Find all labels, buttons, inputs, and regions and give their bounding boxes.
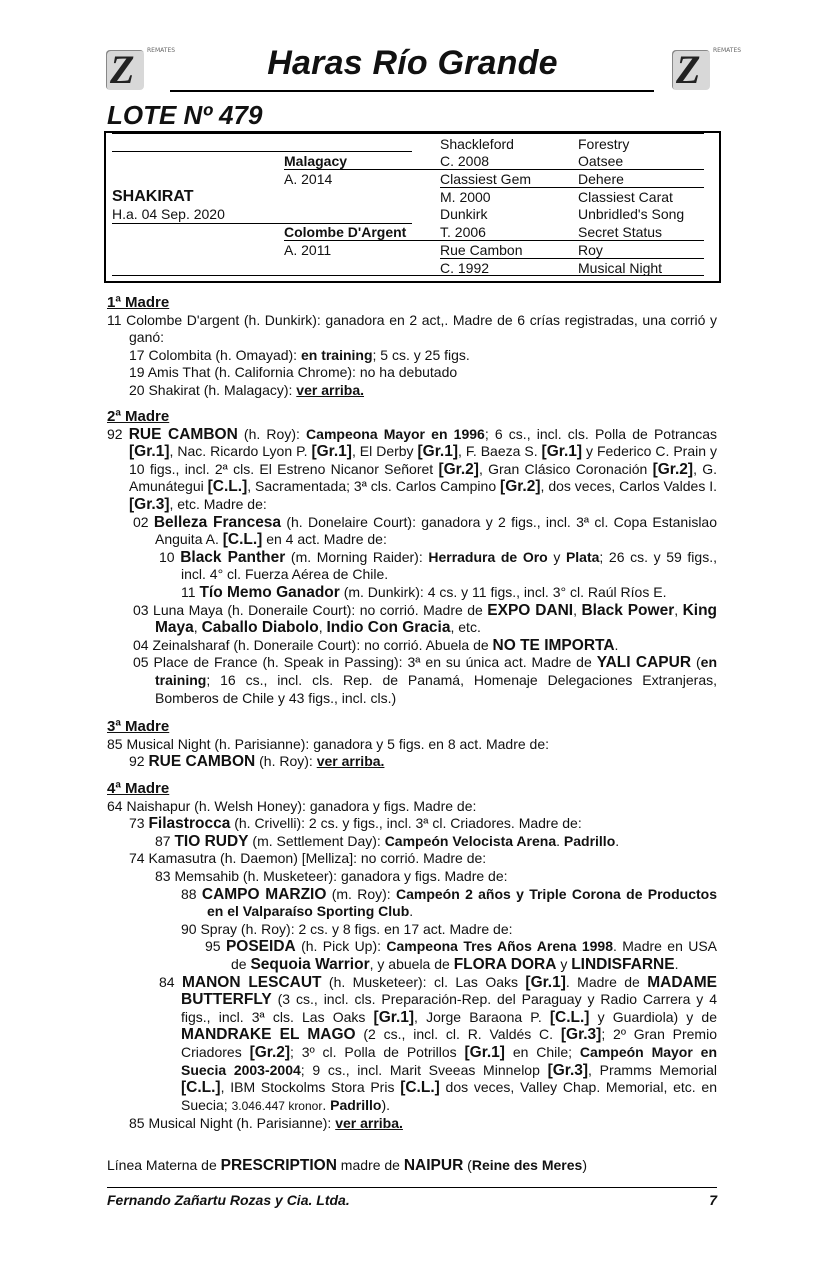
section-second-dam [107,404,717,707]
pedigree-dam-info: A. 2011 [284,242,332,258]
pedigree-g2-cell: T. 2006 [440,224,486,240]
section-heading: 1ª Madre [107,294,170,311]
logo-side-text: REMATES [147,47,176,54]
footer-rule [107,1187,717,1188]
offspring-paragraph: 10 Black Panther (m. Morning Raider): Herradura de Oro y Plata; 26 cs. y 59 figs., incl. 4° cl. Fuerza Aérea de Chile. [159,548,717,583]
dam-paragraph: 64 Naishapur (h. Welsh Honey): ganadora y figs. Madre de: [107,797,477,814]
section-heading: 3ª Madre [107,718,170,735]
section-heading: 2ª Madre [107,408,170,425]
section-third-dam [107,714,717,771]
dam-paragraph: 11 Colombe D'argent (h. Dunkirk): ganadora en 2 act,. Madre de 6 crías registradas, una corrió y ganó: [107,311,717,346]
pedigree-g3-cell: Roy [578,242,603,258]
pedigree-line [112,151,412,152]
offspring-line: 83 Memsahib (h. Musketeer): ganadora y figs. Madre de: [155,867,508,884]
logo-side-text: REMATES [713,47,742,54]
section-fourth-dam [107,776,717,1133]
page-number: 7 [709,1192,717,1208]
pedigree-line [112,133,704,134]
offspring-line: 74 Kamasutra (h. Daemon) [Melliza]: no corrió. Madre de: [129,850,487,867]
pedigree-horse: SHAKIRAT [112,188,194,205]
pedigree-g3-cell: Oatsee [578,153,624,169]
title-rule [170,90,654,92]
pedigree-table [104,131,721,283]
offspring-paragraph: 88 CAMPO MARZIO (m. Roy): Campeón 2 años y Triple Corona de Productos en el Valparaíso Sporting Club. [181,885,717,920]
pedigree-g2-cell: M. 2000 [440,189,491,205]
offspring-line: 92 RUE CAMBON (h. Roy): ver arriba. [129,753,385,771]
offspring-paragraph: 11 Tío Memo Ganador (m. Dunkirk): 4 cs. y 11 figs., incl. 3° cl. Raúl Ríos E. [181,583,667,601]
pedigree-g3-cell: Musical Night [578,260,663,276]
pedigree-g3-cell: Forestry [578,136,630,152]
pedigree-sire: Malagacy [284,153,348,169]
lot-number: LOTE Nº 479 [107,100,263,130]
offspring-line: 20 Shakirat (h. Malagacy): ver arriba. [129,381,365,398]
offspring-paragraph: 05 Place de France (h. Speak in Passing): 3ª en su única act. Madre de YALI CAPUR (en training; 16 cs., incl. cls. Rep. de Panamá, Homenaje Delegaciones Extranjeras, Bomberos de Chile y 43 figs., incl. cls.) [133,654,717,706]
pedigree-sire-info: A. 2014 [284,171,333,187]
pedigree-g2-cell: C. 1992 [440,260,490,276]
pedigree-g2-cell: Rue Cambon [440,242,523,258]
pedigree-horse-info: H.a. 04 Sep. 2020 [112,206,225,222]
pedigree-g2-cell: Shackleford [440,136,514,152]
offspring-line: 87 TIO RUDY (m. Settlement Day): Campeón Velocista Arena. Padrillo. [155,832,620,850]
logo-letter: Z [676,47,701,92]
dam-paragraph: 85 Musical Night (h. Parisianne): ganadora y 5 figs. en 8 act. Madre de: [107,735,550,752]
footer-company: Fernando Zañartu Rozas y Cia. Ltda. [107,1192,350,1208]
pedigree-g2-cell: Classiest Gem [440,171,532,187]
offspring-line: 73 Filastrocca (h. Crivelli): 2 cs. y figs., incl. 3ª cl. Criadores. Madre de: [129,815,582,833]
remates-logo-right [672,46,742,94]
pedigree-dam: Colombe D'Argent [284,224,407,240]
pedigree-g2-cell: C. 2008 [440,153,490,169]
pedigree-g3-cell: Classiest Carat [578,189,673,205]
pedigree-g3-cell: Dehere [578,171,624,187]
pedigree-g3-cell: Unbridled's Song [578,206,685,222]
section-first-dam [107,290,717,400]
offspring-line: 90 Spray (h. Roy): 2 cs. y 8 figs. en 17 act. Madre de: [181,920,513,937]
offspring-paragraph: 95 POSEIDA (h. Pick Up): Campeona Tres Años Arena 1998. Madre en USA de Sequoia Warrior, y abuela de FLORA DORA y LINDISFARNE. [205,938,718,973]
offspring-line: 19 Amis That (h. California Chrome): no ha debutado [129,364,458,381]
offspring-paragraph: 04 Zeinalsharaf (h. Doneraile Court): no corrió. Abuela de NO TE IMPORTA. [133,636,619,654]
logo-letter: Z [110,47,135,92]
section-heading: 4ª Madre [107,780,170,797]
pedigree-g2-cell: Dunkirk [440,206,488,222]
offspring-line: 17 Colombita (h. Omayad): en training; 5 cs. y 25 figs. [129,346,470,363]
offspring-paragraph: 02 Belleza Francesa (h. Donelaire Court): ganadora y 2 figs., incl. 3ª cl. Copa Estanislao Anguita A. [C.L.] en 4 act. Madre de: [133,513,717,549]
offspring-line: 85 Musical Night (h. Parisianne): ver arriba. [129,1115,403,1132]
dam-paragraph: 92 RUE CAMBON (h. Roy): Campeona Mayor en 1996; 6 cs., incl. cls. Polla de Potrancas [Gr.1], Nac. Ricardo Lyon P. [Gr.1], El Derby [Gr.1], F. Baeza S. [Gr.1] y Federico C. Prain y 10 figs., incl. 2ª cls. El Estreno Nicanor Señoret [Gr.2], Gran Clásico Coronación [Gr.2], G. Amunátegui [C.L.], Sacramentada; 3ª cls. Carlos Campino [Gr.2], dos veces, Carlos Valdes I. [Gr.3], etc. Madre de: [107,425,718,513]
page-title: Haras Río Grande [267,44,558,82]
offspring-paragraph: 84 MANON LESCAUT (h. Musketeer): cl. Las Oaks [Gr.1]. Madre de MADAME BUTTERFLY (3 cs., incl. cls. Preparación-Rep. del Paraguay y Radio Carrera y 4 figs., incl. 3ª cls. Las Oaks [Gr.1], Jorge Baraona P. [C.L.] y Guardiola) y de MANDRAKE EL MAGO (2 cs., incl. cl. R. Valdés C. [Gr.3]; 2º Gran Premio Criadores [Gr.2]; 3º cl. Polla de Potrillos [Gr.1] en Chile; Campeón Mayor en Suecia 2003-2004; 9 cs., incl. Marit Sveeas Minnelop [Gr.3], Pramms Memorial [C.L.], IBM Stockolms Stora Pris [C.L.] dos veces, Valley Chap. Memorial, etc. en Suecia; 3.046.447 kronor. Padrillo). [159,973,717,1113]
offspring-paragraph: 03 Luna Maya (h. Doneraile Court): no corrió. Madre de EXPO DANI, Black Power, King Maya, Caballo Diabolo, Indio Con Gracia, etc. [133,601,718,637]
pedigree-g3-cell: Secret Status [578,224,663,240]
maternal-line-note: Línea Materna de PRESCRIPTION madre de NAIPUR (Reine des Meres) [107,1157,587,1174]
